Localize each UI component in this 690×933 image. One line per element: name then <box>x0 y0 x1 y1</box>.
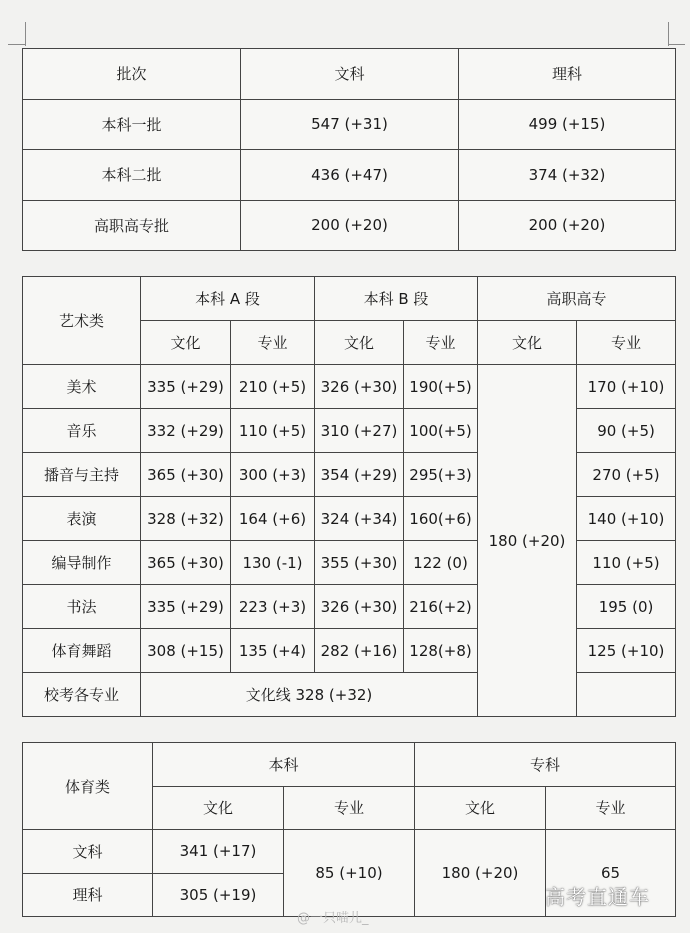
score-cell: 210 (+5) <box>231 365 315 409</box>
stream-name-cell: 理科 <box>23 873 153 917</box>
group-header: 高职高专 <box>478 277 676 321</box>
vocational-culture-cell: 180 (+20) <box>478 365 577 717</box>
score-cell: 110 (+5) <box>577 541 676 585</box>
group-header: 专科 <box>415 743 676 787</box>
sub-header: 文化 <box>415 786 546 830</box>
table-row <box>23 830 676 874</box>
score-cell: 216(+2) <box>404 585 478 629</box>
table-row <box>23 409 676 453</box>
admission-lines-table <box>22 48 676 251</box>
page-corner-mark <box>25 22 26 46</box>
category-label: 体育类 <box>23 743 153 830</box>
group-header: 本科 <box>153 743 415 787</box>
score-cell: 85 (+10) <box>284 830 415 917</box>
score-cell: 365 (+30) <box>141 453 231 497</box>
score-cell: 270 (+5) <box>577 453 676 497</box>
score-cell: 341 (+17) <box>153 830 284 874</box>
sub-header: 专业 <box>546 786 676 830</box>
sub-header: 文化 <box>478 321 577 365</box>
major-name-cell: 书法 <box>23 585 141 629</box>
table-row <box>23 453 676 497</box>
sub-header: 专业 <box>231 321 315 365</box>
header-cell: 文科 <box>241 49 459 100</box>
score-cell: 200 (+20) <box>459 200 676 251</box>
score-cell: 90 (+5) <box>577 409 676 453</box>
table-row <box>23 200 676 251</box>
score-cell: 365 (+30) <box>141 541 231 585</box>
header-cell: 理科 <box>459 49 676 100</box>
group-header: 本科 A 段 <box>141 277 315 321</box>
score-cell: 200 (+20) <box>241 200 459 251</box>
score-cell: 100(+5) <box>404 409 478 453</box>
score-cell: 310 (+27) <box>315 409 404 453</box>
score-cell: 308 (+15) <box>141 629 231 673</box>
page-corner-mark <box>668 22 669 46</box>
table-row <box>23 365 676 409</box>
batch-name-cell: 本科一批 <box>23 99 241 150</box>
school-exam-value: 文化线 328 (+32) <box>141 673 478 717</box>
score-cell: 326 (+30) <box>315 585 404 629</box>
table-row <box>23 585 676 629</box>
score-cell: 223 (+3) <box>231 585 315 629</box>
sub-header: 文化 <box>315 321 404 365</box>
score-cell: 282 (+16) <box>315 629 404 673</box>
major-name-cell: 表演 <box>23 497 141 541</box>
table-row <box>23 541 676 585</box>
score-cell: 300 (+3) <box>231 453 315 497</box>
major-name-cell: 播音与主持 <box>23 453 141 497</box>
page-corner-mark <box>668 44 685 45</box>
score-cell: 65 <box>546 830 676 917</box>
sub-header: 文化 <box>141 321 231 365</box>
table-header-row <box>23 743 676 787</box>
sub-header: 专业 <box>284 786 415 830</box>
score-cell: 355 (+30) <box>315 541 404 585</box>
score-cell: 326 (+30) <box>315 365 404 409</box>
score-cell: 110 (+5) <box>231 409 315 453</box>
score-cell: 170 (+10) <box>577 365 676 409</box>
table-row <box>23 673 676 717</box>
major-name-cell: 音乐 <box>23 409 141 453</box>
table-header-row <box>23 277 676 321</box>
category-label: 艺术类 <box>23 277 141 365</box>
page-corner-mark <box>8 44 25 45</box>
stream-name-cell: 文科 <box>23 830 153 874</box>
score-cell: 122 (0) <box>404 541 478 585</box>
score-cell: 305 (+19) <box>153 873 284 917</box>
sub-header: 专业 <box>577 321 676 365</box>
score-cell: 160(+6) <box>404 497 478 541</box>
major-name-cell: 编导制作 <box>23 541 141 585</box>
group-header: 本科 B 段 <box>315 277 478 321</box>
sub-header: 文化 <box>153 786 284 830</box>
score-cell: 335 (+29) <box>141 365 231 409</box>
source-watermark: 高考直通车 <box>545 885 650 909</box>
score-cell: 547 (+31) <box>241 99 459 150</box>
score-cell: 332 (+29) <box>141 409 231 453</box>
table-row <box>23 150 676 201</box>
major-name-cell: 美术 <box>23 365 141 409</box>
batch-name-cell: 本科二批 <box>23 150 241 201</box>
score-cell: 328 (+32) <box>141 497 231 541</box>
score-cell: 335 (+29) <box>141 585 231 629</box>
batch-name-cell: 高职高专批 <box>23 200 241 251</box>
score-cell: 164 (+6) <box>231 497 315 541</box>
score-cell: 354 (+29) <box>315 453 404 497</box>
score-cell: 125 (+10) <box>577 629 676 673</box>
score-cell: 295(+3) <box>404 453 478 497</box>
empty-cell <box>577 673 676 717</box>
score-cell: 135 (+4) <box>231 629 315 673</box>
table-row <box>23 497 676 541</box>
header-cell: 批次 <box>23 49 241 100</box>
score-cell: 436 (+47) <box>241 150 459 201</box>
score-cell: 499 (+15) <box>459 99 676 150</box>
score-cell: 190(+5) <box>404 365 478 409</box>
score-cell: 180 (+20) <box>415 830 546 917</box>
score-cell: 195 (0) <box>577 585 676 629</box>
table-row <box>23 99 676 150</box>
major-name-cell: 校考各专业 <box>23 673 141 717</box>
score-cell: 324 (+34) <box>315 497 404 541</box>
table-header-row <box>23 49 676 100</box>
score-cell: 128(+8) <box>404 629 478 673</box>
score-cell: 130 (-1) <box>231 541 315 585</box>
score-cell: 140 (+10) <box>577 497 676 541</box>
art-lines-table <box>22 276 676 717</box>
score-cell: 374 (+32) <box>459 150 676 201</box>
sub-header: 专业 <box>404 321 478 365</box>
major-name-cell: 体育舞蹈 <box>23 629 141 673</box>
weibo-watermark: @一只喵儿_ <box>297 911 369 926</box>
table-row <box>23 629 676 673</box>
